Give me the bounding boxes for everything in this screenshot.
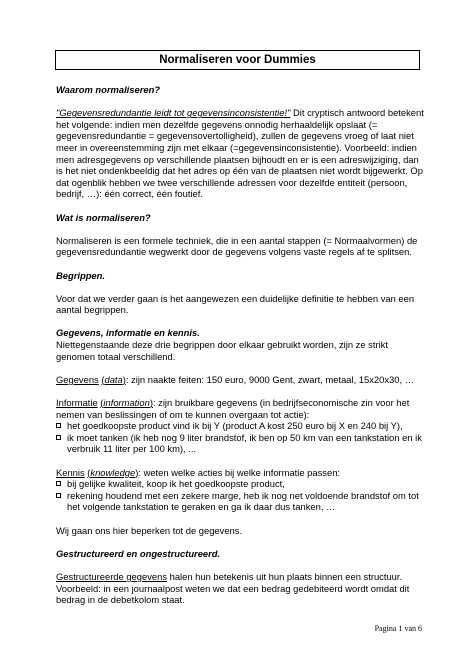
heading-gestructureerd: Gestructureerd en ongestructureerd. bbox=[56, 547, 221, 559]
term-informatie-en: (information) bbox=[100, 397, 153, 409]
definition-gegevens bbox=[56, 374, 424, 386]
informatie-list bbox=[56, 420, 424, 455]
list-item: ik moet tanken (ik heb nog 9 liter brandstof, ik ben op 50 km van een tankstation en ik verbruik 11 liter per 100 km), ... bbox=[56, 432, 424, 455]
heading-wat-is: Wat is normaliseren? bbox=[56, 211, 151, 223]
text-gestructureerd: halen hun betekenis uit hun plaats binnen een structuur. Voorbeeld: in een journaalpost weten we dat een bedrag gedebiteerd wordt omdat dit bedrag in de debetkolom staat. bbox=[56, 570, 410, 606]
list-item: bij gelijke kwaliteit, koop ik het goedkoopste product, bbox=[56, 478, 424, 490]
paragraph-redundantie bbox=[56, 107, 424, 200]
square-bullet-icon bbox=[56, 493, 61, 498]
list-item: het goedkoopste product vind ik bij Y (product A kost 250 euro bij X en 240 bij Y), bbox=[56, 420, 424, 432]
term-gestructureerde-gegevens: Gestructureerde gegevens bbox=[56, 570, 168, 582]
term-kennis: Kennis bbox=[56, 466, 85, 478]
paragraph-normaliseren: Normaliseren is een formele techniek, die in een aantal stappen (= Normaalvormen) de gegevensredundantie wegwerkt door de gegevens volgens vaste regels af te splitsen. bbox=[56, 234, 418, 258]
heading-gegevens-informatie-kennis: Gegevens, informatie en kennis. bbox=[56, 327, 200, 339]
document-title: Normaliseren voor Dummies bbox=[55, 50, 420, 70]
paragraph-beperken: Wij gaan ons hier beperken tot de gegevens. bbox=[56, 524, 243, 536]
paragraph-intro: Niettegenstaande deze drie begrippen door elkaar gebruikt worden, zijn ze strikt genomen totaal verschillend. bbox=[56, 339, 388, 362]
paragraph-gestructureerd bbox=[56, 571, 424, 606]
text-redundantie: Dit cryptisch antwoord betekent het volgende: indien men dezelfde gegevens onnodig herhaaldelijk opslaat (= gegevensredundantie = gegevensovertolligheid), zullen de gegevens vroeg of laat niet meer in overeenstemming zijn met elkaar (=gegevensinconsistentie). Voorbeeld: indien men adresgegevens op verschillende plaatsen bijhoudt en er is een adreswijziging, dan is het niet ondenkbeeldig dat het adres op één van de plaatsen niet wordt bijgewerkt. Op dat ogenblik hebben we twee verschillende adressen voor dezelfde entiteit (persoon, bedrijf, …): één correct, één foutief. bbox=[56, 107, 424, 200]
page-number: Pagina 1 van 6 bbox=[374, 624, 422, 633]
text-kennis: : weten welke acties bij welke informatie passen: bbox=[138, 466, 341, 478]
quote-redundantie: "Gegevensredundantie leidt tot gegevensinconsistentie!" bbox=[56, 107, 291, 119]
term-informatie: Informatie bbox=[56, 397, 98, 409]
term-gegevens: Gegevens bbox=[56, 373, 99, 385]
heading-begrippen: Begrippen. bbox=[56, 269, 105, 281]
paragraph-begrippen: Voor dat we verder gaan is het aangewezen een duidelijke definitie te hebben van een aantal begrippen. bbox=[56, 292, 415, 316]
text-gegevens: : zijn naakte feiten: 150 euro, 9000 Gent, zwart, metaal, 15x20x30, … bbox=[125, 373, 415, 385]
definition-kennis bbox=[56, 467, 424, 479]
document-body bbox=[56, 84, 424, 606]
term-kennis-en: (knowledge) bbox=[87, 466, 139, 478]
kennis-list bbox=[56, 478, 424, 513]
square-bullet-icon bbox=[56, 423, 61, 428]
list-item: rekening houdend met een zekere marge, heb ik nog net voldoende brandstof om tot het volgende tankstation te geraken en ga ik daar dus tanken, … bbox=[56, 490, 424, 513]
term-gegevens-en: (data) bbox=[101, 373, 126, 385]
heading-waarom: Waarom normaliseren? bbox=[56, 84, 161, 95]
text-informatie: : zijn bruikbare gegevens (in bedrijfseconomische zin voor het nemen van beslissingen of om te kunnen overgaan tot actie): bbox=[56, 397, 410, 420]
definition-informatie bbox=[56, 397, 424, 420]
square-bullet-icon bbox=[56, 435, 61, 440]
square-bullet-icon bbox=[56, 481, 61, 486]
